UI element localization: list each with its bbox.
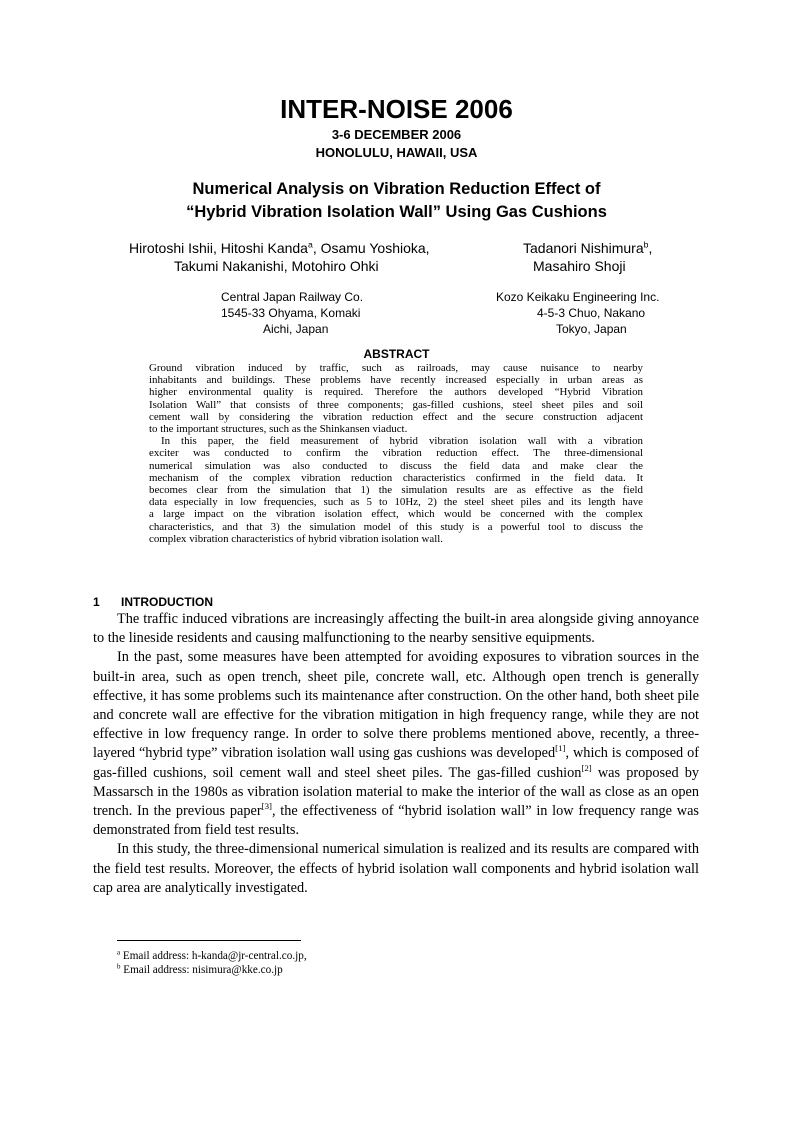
- intro-text: , which is composed of gas-filled cushions, soil cement wall and steel sheet piles. The gas-filled cushion: [93, 745, 699, 781]
- intro-paragraph-1: The traffic induced vibrations are increasingly affecting the built-in area alongside giving annoyance to the lineside residents and causing malfunctioning to the nearby sensitive equipments.: [93, 611, 699, 647]
- footnote-divider: [117, 940, 301, 941]
- authors-group2-line1: [523, 240, 652, 256]
- abstract-line: a large impact on the vibration isolation effect, which would be concerned with the complex: [149, 508, 643, 521]
- intro-paragraph-2: [93, 648, 699, 840]
- abstract-line: complex vibration characteristics of hybrid vibration isolation wall.: [149, 532, 443, 545]
- authors-group2-line2: Masahiro Shoji: [533, 258, 626, 274]
- affiliation2-address: 4-5-3 Chuo, Nakano: [537, 306, 646, 320]
- affiliation1-address: 1545-33 Ohyama, Komaki: [221, 306, 361, 320]
- section-title: INTRODUCTION: [121, 595, 213, 609]
- author-name: Tadanori Nishimura: [523, 240, 644, 256]
- author-mark-a: a: [307, 239, 313, 250]
- affiliation1-city: Aichi, Japan: [263, 322, 329, 336]
- abstract-line: exciter was conducted to confirm the vibration reduction effect. The three-dimensional: [149, 447, 643, 460]
- footnote-b: [117, 964, 283, 976]
- introduction-body: [93, 610, 699, 898]
- intro-text: In the past, some measures have been attempted for avoiding exposures to vibration sources in the built-in area, such as open trench, sheet pile, concrete wall, etc. Although open trench is generally effective, it has some problems such its maintenance after construction. On the other hand, both sheet pile and concrete wall are effective for the vibration mitigation in high frequency range, while they are not effective in low frequency range. In order to solve there problems mentioned above, recently, a three-layered “hybrid type” vibration isolation wall using gas cushions was developed: [93, 649, 699, 762]
- abstract-line: inhabitants and buildings. These problems have recently increased especially in urban areas as: [149, 374, 643, 387]
- authors-group1-line2: Takumi Nakanishi, Motohiro Ohki: [174, 258, 379, 274]
- section-heading: [93, 595, 213, 609]
- intro-text: was proposed by Massarsch in the 1980s as vibration isolation material to make the interior of the wall as close as an open trench. In the previous paper: [93, 764, 699, 820]
- footnote-mark: a: [117, 948, 121, 957]
- abstract-line: In this paper, the field measurement of hybrid vibration isolation wall with a vibration: [161, 435, 643, 448]
- intro-text: , the effectiveness of “hybrid isolation wall” in low frequency range was demonstrated from field test results.: [93, 803, 699, 839]
- citation-ref: [1]: [555, 743, 566, 754]
- citation-ref: [3]: [261, 801, 272, 812]
- abstract-line: data especially in low frequencies, such as 5 to 10Hz, 2) the steel sheet piles and its length have: [149, 496, 643, 509]
- author-names: Hirotoshi Ishii, Hitoshi Kanda: [129, 240, 308, 256]
- citation-ref: [2]: [581, 762, 592, 773]
- abstract-line: cement wall by considering the vibration reduction effect and the secure construction adjacent: [149, 410, 643, 423]
- abstract-body: [149, 362, 643, 545]
- author-mark-b: b: [643, 239, 649, 250]
- paper-title-line2: “Hybrid Vibration Isolation Wall” Using Gas Cushions: [186, 203, 607, 221]
- authors-group1-line1: [129, 240, 430, 256]
- author-name-rest: ,: [648, 240, 653, 256]
- conference-dates: 3-6 DECEMBER 2006: [331, 127, 462, 142]
- footnote-a: [117, 950, 307, 962]
- abstract-line: Isolation Wall” that consists of three components; gas-filled cushions, steel sheet piles and soil: [149, 398, 643, 411]
- abstract-line: higher environmental quality is required. Therefore the authors developed “Hybrid Vibration: [149, 386, 643, 399]
- affiliation2-city: Tokyo, Japan: [556, 322, 627, 336]
- abstract-line: mechanism of the complex vibration reduction characteristics confirmed in the field data. It: [149, 471, 643, 484]
- abstract-line: becomes clear from the simulation that 1) the simulation results are as effective as the field: [149, 484, 643, 497]
- section-number: 1: [93, 595, 100, 609]
- abstract-heading: ABSTRACT: [363, 347, 430, 361]
- affiliation1-name: Central Japan Railway Co.: [221, 290, 364, 304]
- intro-paragraph-3: In this study, the three-dimensional numerical simulation is realized and its results are compared with the field test results. Moreover, the effects of hybrid isolation wall components and hybrid isolation wall cap area are analytically investigated.: [93, 841, 699, 896]
- abstract-line: characteristics, and that 3) the simulation model of this study is a powerful tool to discuss the: [149, 520, 643, 533]
- abstract-line: to the important structures, such as the Shinkansen viaduct.: [149, 423, 408, 436]
- conference-title: INTER-NOISE 2006: [280, 94, 513, 124]
- paper-title-line1: Numerical Analysis on Vibration Reduction Effect of: [192, 180, 601, 198]
- author-names-rest: , Osamu Yoshioka,: [312, 240, 430, 256]
- affiliation2-name: Kozo Keikaku Engineering Inc.: [496, 290, 660, 304]
- abstract-line: numerical simulation was also conducted to discuss the field data and make clear the: [149, 459, 643, 472]
- footnote-mark: b: [117, 962, 121, 971]
- conference-location: HONOLULU, HAWAII, USA: [315, 145, 478, 160]
- footnote-text: Email address: h-kanda@jr-central.co.jp,: [120, 950, 307, 962]
- footnote-text: Email address: nisimura@kke.co.jp: [120, 964, 283, 976]
- abstract-line: Ground vibration induced by traffic, such as railroads, may cause nuisance to nearby: [149, 362, 643, 374]
